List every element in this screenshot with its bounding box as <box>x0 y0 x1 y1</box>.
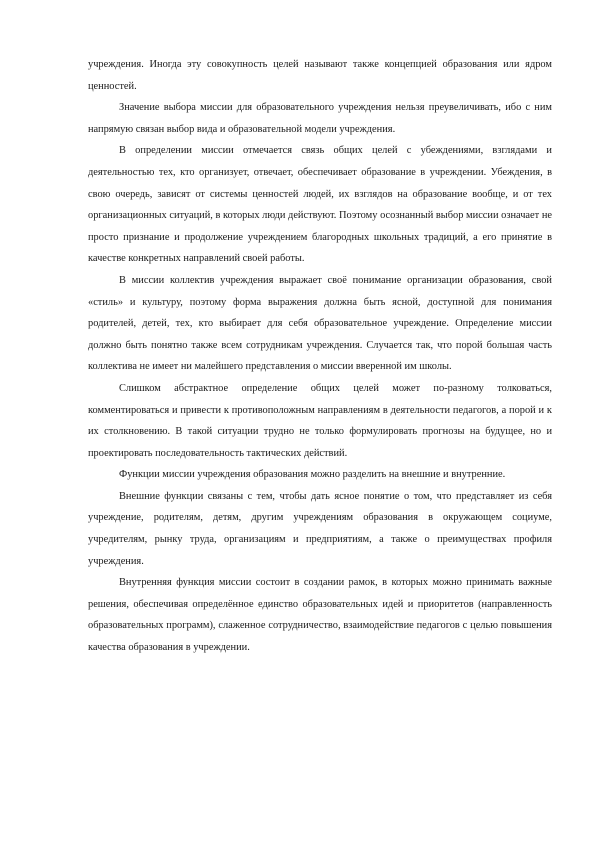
paragraph-functions: Функции миссии учреждения образования можно разделить на внешние и внутренние. <box>119 469 506 481</box>
paragraph-abstract-goals: Слишком абстрактное определение общих целей может по-разному толковаться, комментироваться и привести к противоположным направлениям в деятельности педагогов, а порой и к их столкновению. В такой ситуации трудно не только формулировать прогнозы на будущее, но и проектировать последовательность тактических действий. <box>88 382 552 459</box>
paragraph-internal-function: Внутренняя функция миссии состоит в создании рамок, в которых можно принимать важные решения, обеспечивая определённое единство образовательных идей и приоритетов (направленность образовательных программ), слаженное сотрудничество, взаимодействие педагогов с целью повышения качества образования в учреждении. <box>88 577 552 654</box>
body-text <box>88 54 552 659</box>
paragraph-mission-choice: Значение выбора миссии для образовательного учреждения нельзя преувеличивать, ибо с ним напрямую связан выбор вида и образовательной модели учреждения. <box>88 102 552 135</box>
paragraph-mission-definition: В определении миссии отмечается связь общих целей с убеждениями, взглядами и деятельностью тех, кто организует, отвечает, обеспечивает образование в учреждении. Убеждения, в свою очередь, зависят от системы ценностей людей, их взглядов на образование вообще, и от тех организационных ситуаций, в которых люди действуют. Поэтому осознанный выбор миссии означает не просто признание и продолжение учреждением благородных школьных традиций, а его принятие в качестве конкретных направлений своей работы. <box>88 145 552 265</box>
paragraph-continuation: учреждения. Иногда эту совокупность целей называют также концепцией образования или ядром ценностей. <box>88 59 552 92</box>
paragraph-external-functions: Внешние функции связаны с тем, чтобы дать ясное понятие о том, что представляет из себя учреждение, родителям, детям, другим учреждениям образования в окружающем социуме, учредителям, рынку труда, организациям и предприятиям, а также о преимуществах профиля учреждения. <box>88 490 552 567</box>
paragraph-mission-collective: В миссии коллектив учреждения выражает своё понимание организации образования, свой «стиль» и культуру, поэтому форма выражения должна быть ясной, доступной для понимания родителей, детей, тех, кто выбирает для себя образовательное учреждение. Определение миссии должно быть понятно также всем сотрудникам учреждения. Случается так, что порой большая часть коллектива не имеет ни малейшего представления о миссии вверенной им школы. <box>88 274 552 373</box>
